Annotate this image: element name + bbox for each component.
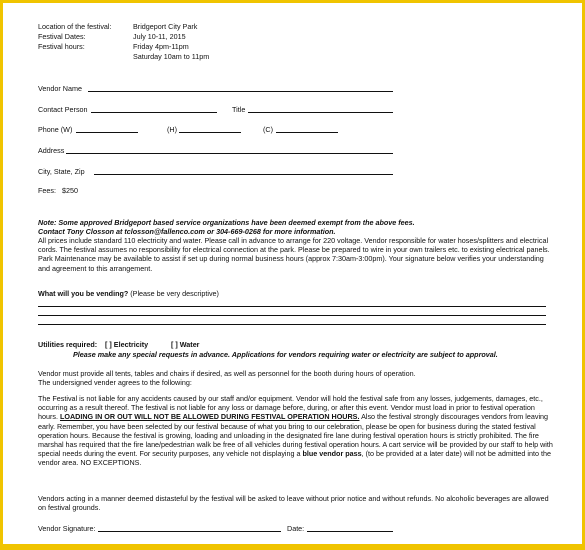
liability-text-2: Also the festival strongly discourages vendors from leaving early. Remember, you have been selected by our festival because of what you bring to our celebration, please be open for business during the stated festival operation hours. Because the festival is growing, loading and unloading in the designated fire lane during festival operation hours is strictly prohibited. The fire marshal has required that the fire lane/pedestrian walk be free of all vehicles during festival operation hours. A cart service will be provided by our staff to help with special needs during the event. For security purposes, any vehicle not displaying a	[38, 412, 553, 459]
hours-label: Festival hours:	[38, 42, 85, 51]
vending-line-3[interactable]	[38, 324, 546, 325]
water-checkbox[interactable]: [ ] Water	[171, 340, 200, 349]
dates-value: July 10-11, 2015	[133, 32, 186, 41]
fees-label: Fees:	[38, 186, 56, 195]
date-label: Date:	[287, 524, 305, 533]
dates-label: Festival Dates:	[38, 32, 86, 41]
phone-h-label: (H)	[167, 125, 177, 134]
hours-value-2: Saturday 10am to 11pm	[133, 52, 210, 61]
location-value: Bridgeport City Park	[133, 22, 198, 31]
vendor-name-field[interactable]	[88, 84, 393, 92]
location-label: Location of the festival:	[38, 22, 112, 31]
vending-hint: (Please be very descriptive)	[130, 289, 219, 298]
phone-h-field[interactable]	[179, 125, 241, 133]
vending-line-1[interactable]	[38, 306, 546, 307]
hours-value-1: Friday 4pm-11pm	[133, 42, 189, 51]
vending-line-2[interactable]	[38, 315, 546, 316]
title-field[interactable]	[248, 105, 393, 113]
blue-vendor-pass: blue vendor pass	[302, 449, 362, 459]
electricity-checkbox[interactable]: [ ] Electricity	[105, 340, 149, 349]
phone-w-label: Phone (W)	[38, 125, 73, 134]
phone-c-field[interactable]	[276, 125, 338, 133]
vendor-signature-label: Vendor Signature:	[38, 524, 96, 533]
fees-value: $250	[62, 186, 78, 195]
utilities-label: Utilities required:	[38, 340, 98, 349]
liability-text-1: The Festival is not liable for any accidents caused by our staff and/or equipment. Vendor will hold the festival safe from any losses, judgements, damages, etc., occurring as a result thereof. The festival is not liable for any loss or damage before, during, or after this event. Vendor must load in prior to festival operation hours.	[38, 394, 543, 422]
title-label: Title	[232, 105, 246, 114]
city-state-zip-label: City, State, Zip	[38, 167, 85, 176]
address-label: Address	[38, 146, 65, 155]
exempt-note: Note: Some approved Bridgeport based service organizations have been deemed exempt from the above fees.	[38, 218, 415, 227]
conduct-paragraph: Vendors acting in a manner deemed distasteful by the festival will be asked to leave without prior notice and without refunds. No alcoholic beverages are allowed on festival grounds.	[38, 494, 549, 513]
vendor-name-label: Vendor Name	[38, 84, 82, 93]
phone-c-label: (C)	[263, 125, 273, 134]
contact-person-field[interactable]	[91, 105, 217, 113]
undersigned-text: The undersigned vender agrees to the following:	[38, 378, 192, 387]
city-state-zip-field[interactable]	[94, 167, 393, 175]
contact-person-label: Contact Person	[38, 105, 88, 114]
phone-w-field[interactable]	[76, 125, 138, 133]
liability-text-3: , (to be provided at a later date) will not be admitted into the vendor area. NO EXCEPTIONS.	[38, 449, 552, 468]
vendor-signature-field[interactable]	[98, 524, 281, 532]
provide-text: Vendor must provide all tents, tables and chairs if desired, as well as personnel for the booth during hours of operation.	[38, 369, 416, 378]
vending-question	[38, 289, 219, 298]
vending-question-text: What will you be vending?	[38, 289, 129, 298]
date-field[interactable]	[307, 524, 393, 532]
special-requests-note: Please make any special requests in advance. Applications for vendors requiring water or electricity are subject to approval.	[73, 350, 498, 359]
address-field[interactable]	[66, 146, 393, 154]
liability-paragraph	[38, 394, 553, 468]
contact-note: Contact Tony Closson at tclosson@fallenco.com or 304-669-0268 for more information.	[38, 227, 336, 236]
loading-warning: LOADING IN OR OUT WILL NOT BE ALLOWED DURING FESTIVAL OPERATION HOURS.	[59, 412, 360, 422]
prices-paragraph: All prices include standard 110 electricity and water. Please call in advance to arrange for 220 voltage. Vendor responsible for water hoses/splitters and electrical cords. The festival assumes no responsibility for electrical connection at the park. Please be prepared to wire in your own trailers etc. to existing electrical panels. Park Maintenance may be available to assist if set up during normal business hours (approx 7:30am-3:00pm). Your signature below verifies your understanding and agreement to this arrangement.	[38, 236, 550, 273]
